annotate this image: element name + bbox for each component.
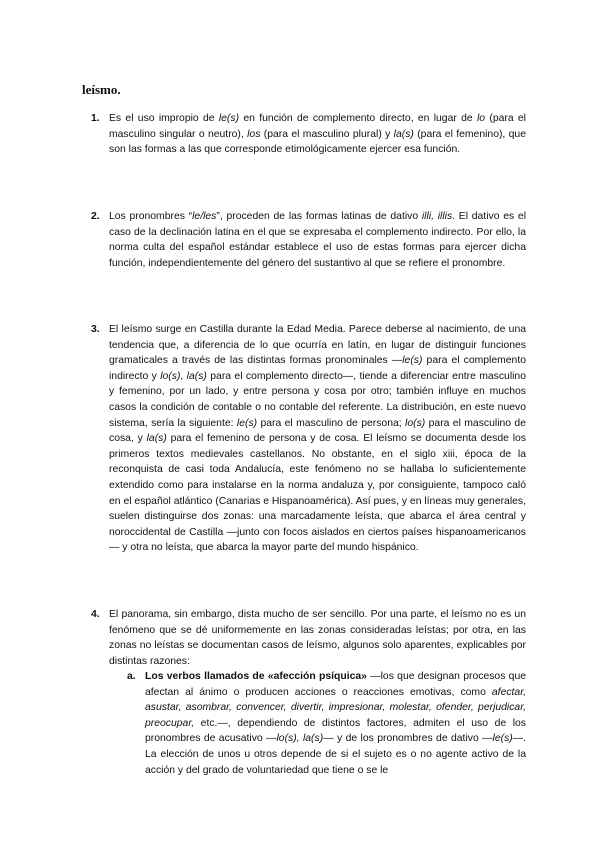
text-span: El leísmo surge en Castilla durante la Edad Media. Parece deberse al nacimiento, de una tendencia que, a diferencia de lo que ocurría en latín, en lugar de distinguir funciones gramaticales a través de las distintas formas pronominales —: [109, 324, 526, 367]
text-span: Es el uso impropio de: [109, 113, 219, 124]
item-text: [109, 111, 526, 158]
italic-span: lo(s): [405, 417, 426, 429]
item-number: 2.: [91, 211, 100, 222]
item-number: 1.: [91, 113, 100, 124]
italic-span: le(s): [236, 417, 258, 429]
italic-span: le/les: [192, 211, 217, 222]
text-span: El panorama, sin embargo, dista mucho de ser sencillo. Por una parte, el leísmo no es un fenómeno que se dé uniformemente en las zonas consideradas leístas; por otra, en las zonas no leístas se documentan casos de leísmo, algunos solo aparentes, explicables por distintas razones:: [109, 609, 526, 667]
italic-span: le(s): [402, 355, 423, 367]
text-span: Los pronombres “: [109, 211, 193, 222]
list-item: [91, 322, 526, 556]
text-span: . El dativo es el caso de la declinación latina en el que se expresaba el complemento indirecto. Por ello, la norma culta del español estándar establece el uso de estas formas para ejercer dicha función, independientemente del género del sustantivo al que se refiere el pronombre.: [109, 211, 527, 269]
text-span: para el masculino de cosa, y: [109, 417, 526, 445]
text-span: (para el femenino), que son las formas a las que corresponde etimológicamente ejercer esa función.: [109, 128, 526, 156]
text-span: para el complemento indirecto y: [109, 355, 527, 382]
italic-span: la(s): [393, 128, 414, 140]
subitem-letter: a.: [127, 671, 136, 682]
text-span: — y de los pronombres de dativo —: [323, 733, 493, 745]
list-item: [91, 111, 526, 158]
text-span: —. La elección de unos u otros depende de si el sujeto es o no agente activo de la acción y del grado de voluntariedad que tiene o se le: [145, 733, 526, 776]
sub-list-item: [127, 669, 526, 778]
item-text: [109, 607, 526, 669]
text-span: para el complemento directo—, tiende a diferenciar entre masculino y femenino, por un lado, y entre persona y cosa por otro; también influye en muchos casos la condición de contable o no contable del referente. La distribución, en este nuevo sistema, sería la siguiente:: [109, 370, 526, 429]
bold-span: Los verbos llamados de «afección psíquica»: [145, 671, 367, 682]
text-span: —los que designan procesos que afectan al ánimo o producen acciones o reacciones emotivas, como: [145, 671, 527, 698]
list-item: [91, 607, 526, 669]
text-span: (para el masculino plural) y: [260, 128, 394, 140]
item-number: 3.: [91, 324, 100, 335]
text-span: para el masculino de persona;: [257, 417, 406, 429]
item-number: 4.: [91, 609, 100, 620]
document-title: leísmo.: [82, 82, 121, 97]
italic-span: le(s): [492, 733, 513, 745]
text-span: etc.—, dependiendo de distintos factores, admiten el uso de los pronombres de acusativo —: [145, 717, 526, 745]
item-text: [109, 209, 526, 271]
text-span: en función de complemento directo, en lugar de: [239, 113, 477, 124]
item-text: [109, 322, 526, 556]
italic-span: lo(s), la(s): [160, 370, 207, 382]
text-span: para el femenino de persona y de cosa. El leísmo se documenta desde los primeros textos medievales castellanos. No obstante, en el siglo xiii, época de la reconquista de casi toda Andalucía, este fenómeno no se hallaba lo suficientemente extendido como para instalarse en la norma andaluza y, por consiguiente, tampoco caló en el español atlántico (Canarias e Hispanoamérica). Así pues, y en líneas muy generales, suelen distinguirse dos zonas: una marcadamente leísta, que abarca el área central y noroccidental de Castilla —junto con focos aislados en ciertos países hispanoamericanos— y otra no leísta, que abarca la mayor parte del mundo hispánico.: [109, 433, 527, 554]
italic-span: le(s): [218, 113, 240, 124]
text-span: ”, proceden de las formas latinas de dativo: [216, 211, 422, 222]
text-span: (para el masculino singular o neutro),: [109, 113, 526, 140]
italic-span: lo(s), la(s): [276, 733, 324, 745]
italic-span: la(s): [146, 433, 167, 445]
list-item: [91, 209, 526, 271]
italic-span: los: [247, 128, 261, 140]
subitem-text: [145, 669, 526, 778]
italic-span: lo: [476, 113, 486, 124]
italic-span: afectar, asustar, asombrar, convencer, divertir, impresionar, molestar, ofender, perjudicar, preocupar,: [145, 686, 526, 729]
italic-span: illi, illis: [421, 211, 453, 222]
